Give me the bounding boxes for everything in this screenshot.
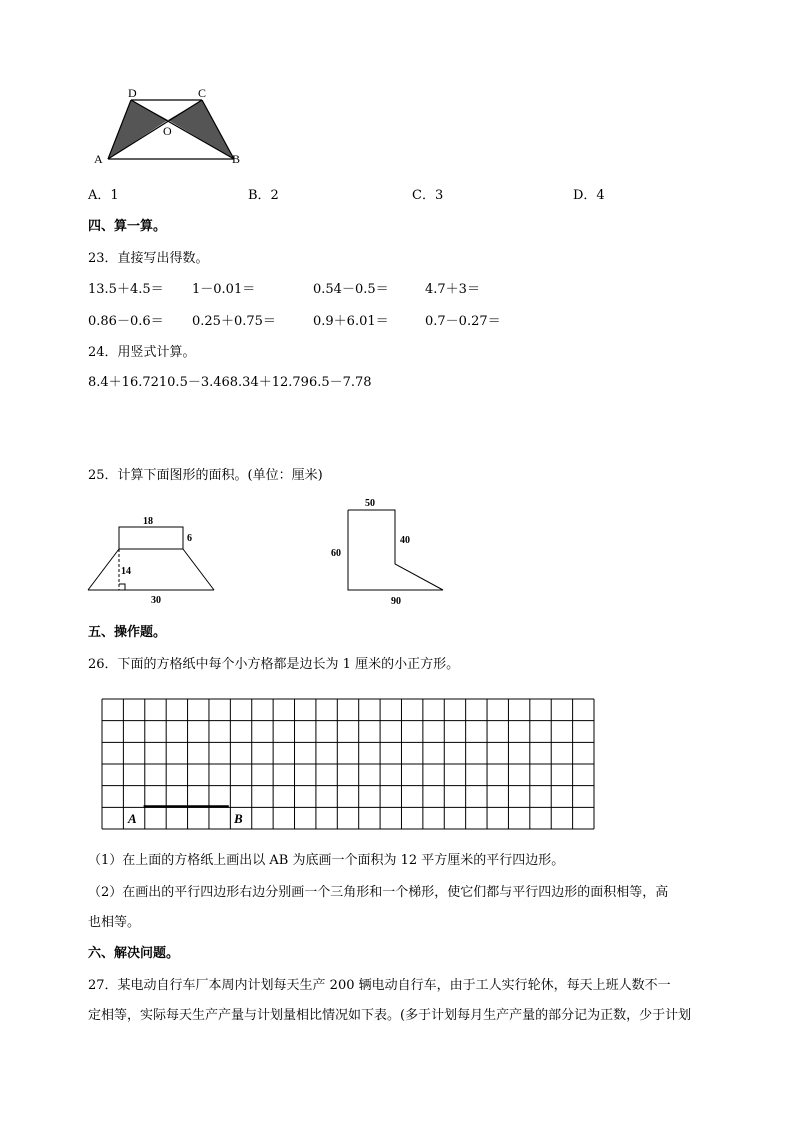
fig2-outline xyxy=(348,510,443,590)
q25-title: 25．计算下面图形的面积。(单位：厘米) xyxy=(88,468,323,483)
label-b: B xyxy=(232,152,241,166)
fig1-left-side xyxy=(88,549,119,590)
label-a: A xyxy=(94,152,103,166)
fig1-top-rect xyxy=(119,527,183,549)
q25-figure-polygon xyxy=(325,494,455,606)
q27-line2: 定相等，实际每天生产产量与计划量相比情况如下表。(多于计划每月生产产量的部分记为正数，少于计划 xyxy=(88,1008,692,1023)
fig1-right-side xyxy=(183,549,214,590)
q23-item-5: 0.86－0.6＝ xyxy=(88,314,164,329)
q23-item-2: 1－0.01＝ xyxy=(192,282,256,297)
choice-a: A．1 xyxy=(88,188,119,203)
choice-b: B．2 xyxy=(248,188,279,203)
fig2-label-right: 40 xyxy=(400,535,410,546)
label-c: C xyxy=(198,86,207,100)
q26-title: 26．下面的方格纸中每个小方格都是边长为 1 厘米的小正方形。 xyxy=(88,657,460,672)
choice-c: C．3 xyxy=(412,188,444,203)
trapezoid-figure xyxy=(88,82,258,172)
q23-item-6: 0.25＋0.75＝ xyxy=(192,314,276,329)
fig1-right-angle xyxy=(119,584,125,590)
fig1-label-height: 14 xyxy=(121,566,131,577)
fig1-label-bottom: 30 xyxy=(151,595,161,606)
grid-label-a: A xyxy=(128,811,137,826)
fig2-label-top: 50 xyxy=(365,498,375,509)
q26-sub1: （1）在上面的方格纸上画出以 AB 为底画一个面积为 12 平方厘米的平行四边形。 xyxy=(88,853,565,868)
fig2-label-left: 60 xyxy=(331,548,341,559)
q23-item-3: 0.54－0.5＝ xyxy=(313,282,389,297)
q23-item-4: 4.7＋3＝ xyxy=(425,282,480,297)
fig2-label-bottom: 90 xyxy=(391,596,401,606)
q23-item-1: 13.5＋4.5＝ xyxy=(88,282,164,297)
fig1-label-top: 18 xyxy=(143,516,153,527)
q23-title: 23．直接写出得数。 xyxy=(88,251,209,266)
q23-item-7: 0.9＋6.01＝ xyxy=(313,314,389,329)
fig1-label-right: 6 xyxy=(187,533,192,544)
label-o: O xyxy=(163,124,172,138)
grid-lines xyxy=(102,699,594,829)
q23-item-8: 0.7－0.27＝ xyxy=(425,314,501,329)
q26-sub2-line2: 也相等。 xyxy=(88,915,141,930)
section-4-heading: 四、算一算。 xyxy=(88,219,167,234)
grid-paper xyxy=(101,698,595,830)
q24-expression: 8.4＋16.7210.5－3.468.34＋12.796.5－7.78 xyxy=(88,375,372,390)
q26-sub2-line1: （2）在画出的平行四边形右边分别画一个三角形和一个梯形，使它们都与平行四边形的面积相等，高 xyxy=(88,885,669,900)
q25-figure-trapezoid xyxy=(84,510,224,606)
section-6-heading: 六、解决问题。 xyxy=(88,946,180,961)
shaded-triangle-right xyxy=(168,100,234,159)
shaded-triangle-left xyxy=(108,100,168,159)
label-d: D xyxy=(128,86,137,100)
section-5-heading: 五、操作题。 xyxy=(88,625,167,640)
choice-d: D．4 xyxy=(573,188,605,203)
q27-line1: 27．某电动自行车厂本周内计划每天生产 200 辆电动自行车，由于工人实行轮休，每天上班人数不一 xyxy=(88,978,671,993)
grid-label-b: B xyxy=(234,811,243,826)
q24-title: 24．用竖式计算。 xyxy=(88,345,196,360)
